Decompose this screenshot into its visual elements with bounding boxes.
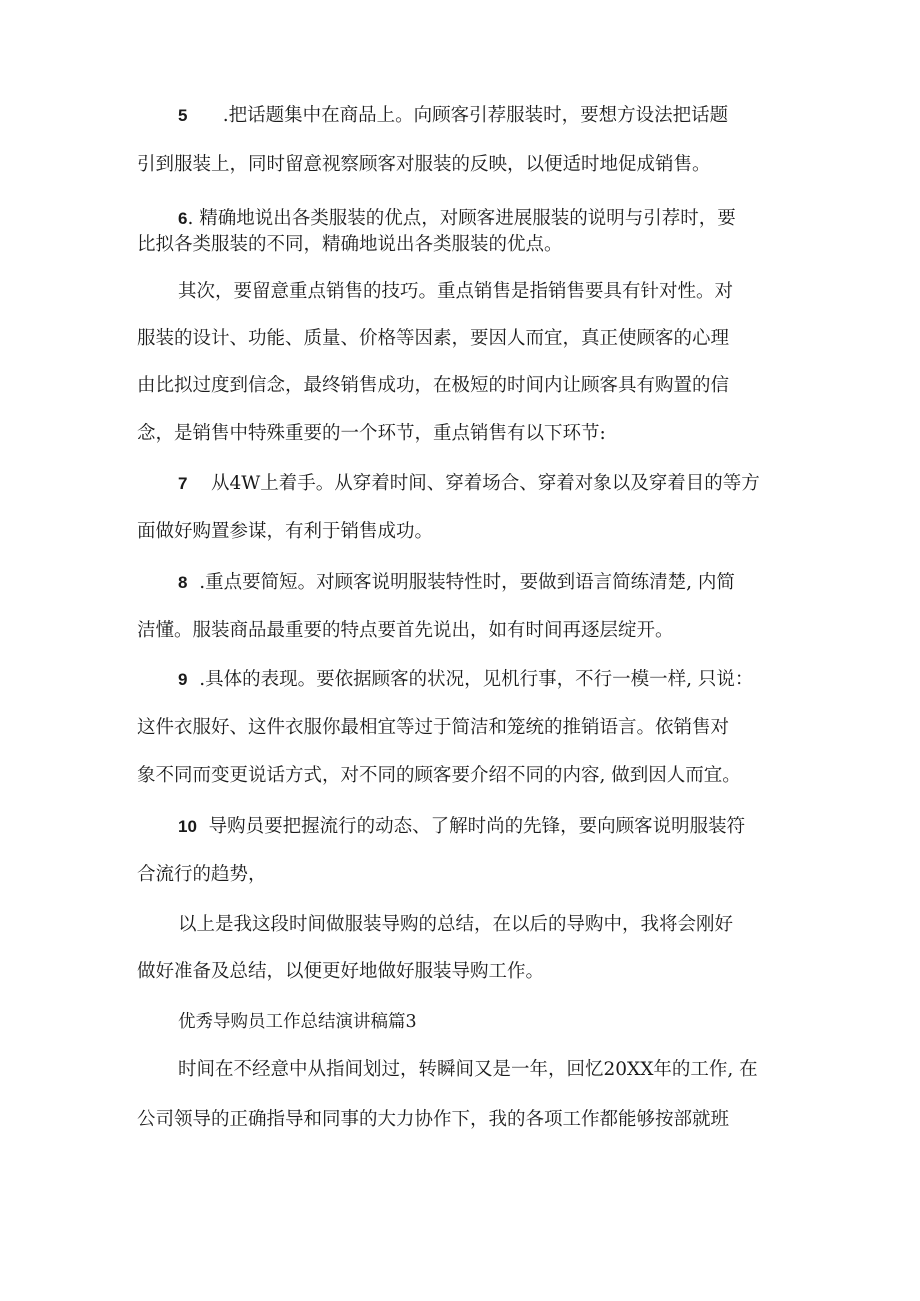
item-number: 5 bbox=[178, 106, 188, 125]
focus-paragraph-line-2: 服装的设计、功能、质量、价格等因素，要因人而宜，真正使顾客的心理 bbox=[137, 328, 730, 349]
focus-paragraph-line-3: 由比拟过度到信念，最终销售成功，在极短的时间内让顾客具有购置的信 bbox=[137, 375, 730, 396]
item-9-line-2: 这件衣服好、这件衣服你最相宜等过于简洁和笼统的推销语言。依销售对 bbox=[137, 717, 730, 738]
item-10-line-2: 合流行的趋势， bbox=[137, 864, 267, 885]
item-8-line-1: 8 .重点要简短。对顾客说明服装特性时，要做到语言简练清楚, 内简 bbox=[178, 572, 735, 593]
item-6-line-1: 6. 精确地说出各类服装的优点，对顾客进展服装的说明与引荐时，要 bbox=[178, 208, 736, 229]
item-9-line-3: 象不同而变更说话方式，对不同的顾客要介绍不同的内容, 做到因人而宜。 bbox=[137, 765, 741, 786]
summary-paragraph-line-1: 以上是我这段时间做服装导购的总结，在以后的导购中，我将会刚好 bbox=[178, 914, 734, 935]
item-number: 7 bbox=[178, 474, 188, 493]
item-10-line-1: 10 导购员要把握流行的动态、了解时尚的先锋，要向顾客说明服装符 bbox=[178, 816, 746, 837]
focus-paragraph-line-4: 念，是销售中特殊重要的一个环节，重点销售有以下环节: bbox=[137, 423, 606, 444]
item-8-line-2: 洁懂。服装商品最重要的特点要首先说出，如有时间再逐层绽开。 bbox=[137, 620, 674, 641]
item-7-line-2: 面做好购置参谋，有利于销售成功。 bbox=[137, 521, 434, 542]
item-number: 6 bbox=[178, 209, 188, 228]
item-number: 8 bbox=[178, 573, 188, 592]
section-heading: 优秀导购员工作总结演讲稿篇3 bbox=[178, 1012, 417, 1032]
item-5-line-1: 5 .把话题集中在商品上。向顾客引荐服装时，要想方设法把话题 bbox=[178, 105, 729, 126]
item-number: 10 bbox=[178, 817, 197, 836]
item-number: 9 bbox=[178, 670, 188, 689]
last-paragraph-line-1: 时间在不经意中从指间划过，转瞬间又是一年，回忆20XX年的工作, 在 bbox=[178, 1059, 758, 1080]
item-9-line-1: 9 .具体的表现。要依据顾客的状况，见机行事，不行一模一样, 只说： bbox=[178, 669, 754, 690]
item-7-line-1: 7 从4W上着手。从穿着时间、穿着场合、穿着对象以及穿着目的等方 bbox=[178, 473, 760, 494]
last-paragraph-line-2: 公司领导的正确指导和同事的大力协作下，我的各项工作都能够按部就班 bbox=[137, 1109, 730, 1130]
summary-paragraph-line-2: 做好准备及总结，以便更好地做好服装导购工作。 bbox=[137, 961, 545, 982]
focus-paragraph-line-1: 其次，要留意重点销售的技巧。重点销售是指销售要具有针对性。对 bbox=[178, 281, 734, 302]
item-5-line-2: 引到服装上，同时留意视察顾客对服装的反映，以便适时地促成销售。 bbox=[137, 154, 711, 175]
item-6-line-2: 比拟各类服装的不同，精确地说出各类服装的优点。 bbox=[137, 234, 563, 255]
